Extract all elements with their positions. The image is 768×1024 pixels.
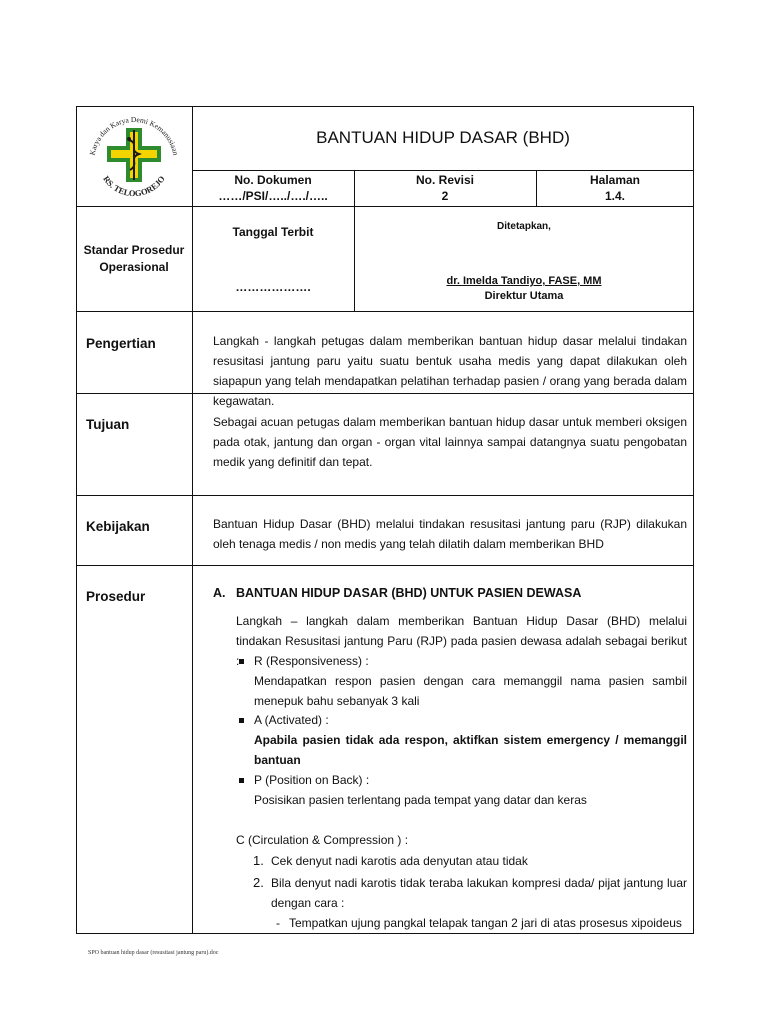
spo-label-line2: Operasional	[99, 260, 169, 274]
section-letter: A.	[213, 586, 226, 600]
rule-spo-bottom	[76, 311, 694, 312]
step-1-text: Cek denyut nadi karotis ada denyutan atau tidak	[271, 854, 528, 868]
bullet-marker	[239, 659, 244, 664]
bullet-p-body: Posisikan pasien terlentang pada tempat yang datar dan keras	[254, 793, 587, 807]
issued-date-value: ……………….	[235, 280, 311, 294]
section-title: BANTUAN HIDUP DASAR (BHD) UNTUK PASIEN DEWASA	[236, 586, 582, 600]
rule-title-bottom	[192, 170, 694, 171]
bullet-r-body: Mendapatkan respon pasien dengan cara memanggil nama pasien sambil menepuk bahu sebanyak 3 kali	[254, 674, 687, 708]
bullet-marker	[239, 778, 244, 783]
revision-label: No. Revisi	[415, 173, 475, 187]
issued-date-label: Tanggal Terbit	[232, 225, 314, 239]
prosedur-intro: Langkah – langkah dalam memberikan Bantuan Hidup Dasar (BHD) melalui tindakan Resusitasi jantung Paru (RJP) pada pasien dewasa adalah sebagai berikut :	[236, 614, 687, 668]
file-footer: SPO bantuan hidup dasar (resusitasi jantung paru).doc	[88, 950, 219, 956]
rule-kebijakan-bottom	[76, 565, 694, 566]
document-title: BANTUAN HIDUP DASAR (BHD)	[316, 128, 570, 147]
hospital-logo	[80, 110, 188, 204]
rule-tujuan-bottom	[76, 495, 694, 496]
tujuan-label: Tujuan	[86, 417, 130, 432]
bullet-p-head: P (Position on Back) :	[254, 773, 370, 787]
kebijakan-label: Kebijakan	[86, 519, 150, 534]
pengertian-text: Langkah - langkah petugas dalam memberikan bantuan hidup dasar melalui tindakan resusitasi jantung paru yaitu suatu bentuk usaha medis yang dapat dilakukan oleh siapapun yang telah mendapatkan pelatihan terhadap pasien / orang yang berada dalam kegawatan.	[213, 334, 687, 408]
bullet-r-head: R (Responsiveness) :	[254, 654, 369, 668]
step-2-number: 2.	[253, 875, 264, 890]
page-value: 1.4.	[604, 189, 625, 203]
substep-1-text: Tempatkan ujung pangkal telapak tangan 2 jari di atas prosesus xipoideus	[289, 916, 682, 930]
doc-number-value: ……/PSI/…../…./…..	[218, 189, 328, 203]
revision-value: 2	[441, 189, 449, 203]
bullet-a-head: A (Activated) :	[254, 713, 329, 727]
rule-header-bottom	[76, 206, 694, 207]
logo-arc-text: Karya dan Karya Demi Kemanusiaan	[87, 114, 181, 157]
kebijakan-text: Bantuan Hidup Dasar (BHD) melalui tindakan resusitasi jantung paru (RJP) dilakukan oleh tenaga medis / non medis yang telah dilatih dalam memberikan BHD	[213, 517, 687, 551]
signer-title: Direktur Utama	[484, 290, 564, 302]
prosedur-label: Prosedur	[86, 589, 146, 604]
step-1-number: 1.	[253, 853, 264, 868]
bullet-marker	[239, 718, 244, 723]
tujuan-text: Sebagai acuan petugas dalam memberikan bantuan hidup dasar untuk memberi oksigen pada otak, jantung dan organ - organ vital lainnya sampai datangnya suatu pengobatan medik yang definitif dan tepat.	[213, 415, 687, 469]
page-label: Halaman	[589, 173, 641, 187]
bullet-a-body: Apabila pasien tidak ada respon, aktifkan sistem emergency / memanggil bantuan	[254, 733, 687, 767]
signer-name: dr. Imelda Tandiyo, FASE, MM	[446, 275, 602, 287]
logo-seal	[80, 110, 188, 204]
substep-1-mark: -	[276, 916, 280, 930]
step-2-text: Bila denyut nadi karotis tidak teraba lakukan kompresi dada/ pijat jantung luar dengan cara :	[271, 876, 687, 910]
spo-label-line1: Standar Prosedur	[83, 243, 185, 257]
logo-bottom-text: RS. TELOGOREJO	[101, 173, 167, 199]
approved-label: Ditetapkan,	[497, 221, 551, 232]
circulation-head: C (Circulation & Compression ) :	[236, 833, 409, 847]
pengertian-label: Pengertian	[86, 336, 156, 351]
doc-number-label: No. Dokumen	[234, 173, 312, 187]
